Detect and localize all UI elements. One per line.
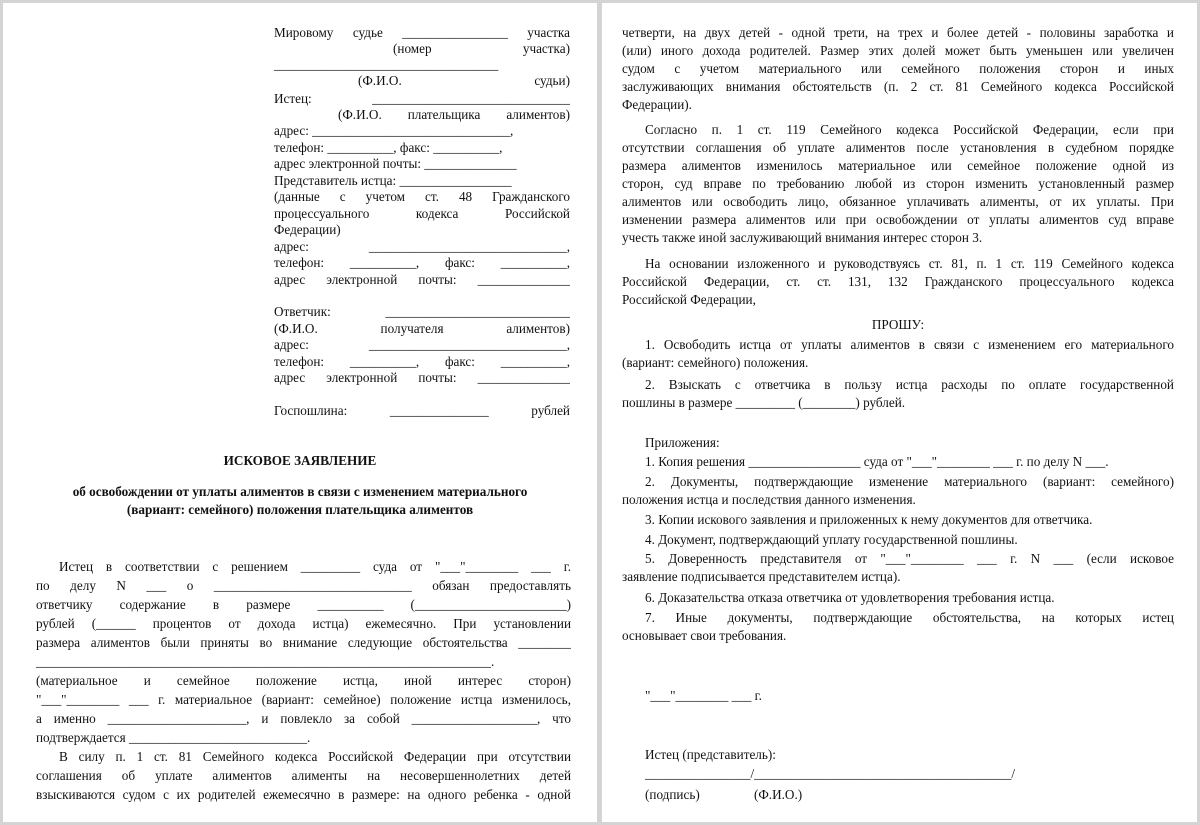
body-line: подтверждается ___________________________. (36, 730, 311, 745)
body-line: взыскиваются судом с их родителей ежемесячно в размере: на одного ребенка - одной (36, 787, 571, 802)
request-item: (вариант: семейного) положения. (622, 355, 809, 370)
body-line: Истец в соответствии с решением _________ суда от "___"________ ___ г. (59, 559, 571, 574)
header-line: процессуального кодекса Российской (274, 206, 570, 221)
body-line: В силу п. 1 ст. 81 Семейного кодекса Российской Федерации при отсутствии (59, 749, 571, 764)
signature-line: ________________/_______________________________________/ (645, 766, 1015, 781)
attachment-item: 5. Доверенность представителя от "___"________ ___ г. N ___ (если исковое (645, 551, 1174, 566)
attachment-item: 6. Доказательства отказа ответчика от удовлетворения требования истца. (645, 590, 1055, 605)
body-line: (материальное и семейное положение истца, иной интерес сторон) (36, 673, 571, 688)
document-page-left (3, 3, 597, 822)
body-line: "___"________ ___ г. материальное (вариант: семейное) положение истца изменилось, (36, 692, 571, 707)
header-line: Госпошлина: _______________ рублей (274, 403, 570, 418)
header-line: (Ф.И.О. плательщика алиментов) (338, 107, 570, 122)
header-line: Мировому судье ________________ участка (274, 25, 570, 40)
body-line: Согласно п. 1 ст. 119 Семейного кодекса Российской Федерации, если при (645, 122, 1174, 137)
header-line: адрес: ______________________________, (274, 123, 514, 138)
document-page-right (602, 3, 1197, 822)
request-item: 1. Освободить истца от уплаты алиментов в связи с изменением его материального (645, 337, 1174, 352)
body-line: ответчику содержание в размере __________ (_______________________) (36, 597, 571, 612)
header-line: телефон: __________, факс: __________, (274, 255, 570, 270)
attachments-heading: Приложения: (645, 435, 720, 450)
document-subtitle: об освобождении от уплаты алиментов в связи с изменением материального (72, 484, 528, 499)
body-line: рублей (______ процентов от дохода истца) ежемесячно. При установлении (36, 616, 571, 631)
body-line: алиментов или освободить лицо, обязанное уплачивать алименты, от их уплаты. При (622, 194, 1174, 209)
body-line: _____________________________________________________________________. (36, 654, 495, 669)
body-line: размера алиментов изменилось материальное или семейное положение одной из (622, 158, 1174, 173)
body-line: размера алиментов были приняты во внимание следующие обстоятельства ________ (36, 635, 571, 650)
header-line: __________________________________ (274, 57, 499, 72)
header-line: адрес электронной почты: ______________ (274, 370, 570, 385)
body-line: соглашения об уплате алиментов алименты на несовершеннолетних детей (36, 768, 571, 783)
header-line: (номер участка) (393, 41, 570, 56)
body-line: учесть также иной заслуживающий внимания интерес сторон 3. (622, 230, 983, 245)
attachment-item: 2. Документы, подтверждающие изменение материального (вариант: семейного) (645, 474, 1174, 489)
body-line: заслуживающих внимания обстоятельств (п. 2 ст. 81 Семейного кодекса Российской (622, 79, 1174, 94)
body-line: четверти, на двух детей - одной трети, на трех и более детей - половины заработка и (622, 25, 1174, 40)
body-line: судом с учетом материального или семейного положения сторон и иных (622, 61, 1174, 76)
header-line: адрес электронной почты: ______________ (274, 156, 517, 171)
body-line: а именно _____________________, и повлекло за собой ___________________, что (36, 711, 571, 726)
document-title: ИСКОВОЕ ЗАЯВЛЕНИЕ (223, 453, 377, 468)
header-line: (Ф.И.О. судьи) (358, 73, 570, 88)
request-item: пошлины в размере _________ (________) рублей. (622, 395, 906, 410)
attachment-item: положения истца и последствия данного изменения. (622, 492, 916, 507)
request-item: 2. Взыскать с ответчика в пользу истца расходы по оплате государственной (645, 377, 1174, 392)
body-line: сторон, суд вправе по требованию любой из сторон изменить установленный размер (622, 176, 1174, 191)
attachment-item: 1. Копия решения _________________ суда от "___"________ ___ г. по делу N ___. (645, 454, 1109, 469)
header-line: адрес: ______________________________, (274, 337, 570, 352)
attachment-item: заявление подписывается представителем истца). (622, 569, 901, 584)
attachment-item: 4. Документ, подтверждающий уплату государственной пошлины. (645, 532, 1018, 547)
header-line: Истец: ______________________________ (274, 91, 570, 106)
attachment-item: основывает свои требования. (622, 628, 787, 643)
body-line: по делу N ___ о ______________________________ обязан предоставлять (36, 578, 571, 593)
header-line: Ответчик: ____________________________ (274, 304, 570, 319)
body-line: Федерации). (622, 97, 692, 112)
body-line: Российской Федерации, (622, 292, 756, 307)
header-line: адрес: ______________________________, (274, 239, 570, 254)
header-line: адрес электронной почты: ______________ (274, 272, 570, 287)
header-line: Федерации) (274, 222, 341, 237)
header-line: телефон: __________, факс: __________, (274, 354, 570, 369)
header-line: телефон: __________, факс: __________, (274, 140, 503, 155)
body-line: изменении размера алиментов или при освобождении от уплаты алиментов суд вправе (622, 212, 1174, 227)
body-line: (или) иного дохода родителей. Размер этих долей может быть уменьшен или увеличен (622, 43, 1174, 58)
document-subtitle: (вариант: семейного) положения плательщика алиментов (126, 502, 474, 517)
attachment-item: 7. Иные документы, подтверждающие обстоятельства, на которых истец (645, 610, 1174, 625)
request-heading: ПРОШУ: (871, 317, 925, 332)
body-line: На основании изложенного и руководствуясь ст. 81, п. 1 ст. 119 Семейного кодекса (645, 256, 1174, 271)
body-line: Российской Федерации, ст. ст. 131, 132 Гражданского процессуального кодекса (622, 274, 1174, 289)
body-line: отсутствии соглашения об уплате алиментов после установления в судебном порядке (622, 140, 1174, 155)
signature-caption: (подпись) (645, 787, 700, 802)
attachment-item: 3. Копии искового заявления и приложенных к нему документов для ответчика. (645, 512, 1093, 527)
signatory-label: Истец (представитель): (645, 747, 776, 762)
header-line: Представитель истца: _________________ (274, 173, 512, 188)
date-line: "___"________ ___ г. (645, 688, 762, 703)
header-line: (Ф.И.О. получателя алиментов) (274, 321, 570, 336)
name-caption: (Ф.И.О.) (754, 787, 803, 802)
header-line: (данные с учетом ст. 48 Гражданского (274, 189, 570, 204)
